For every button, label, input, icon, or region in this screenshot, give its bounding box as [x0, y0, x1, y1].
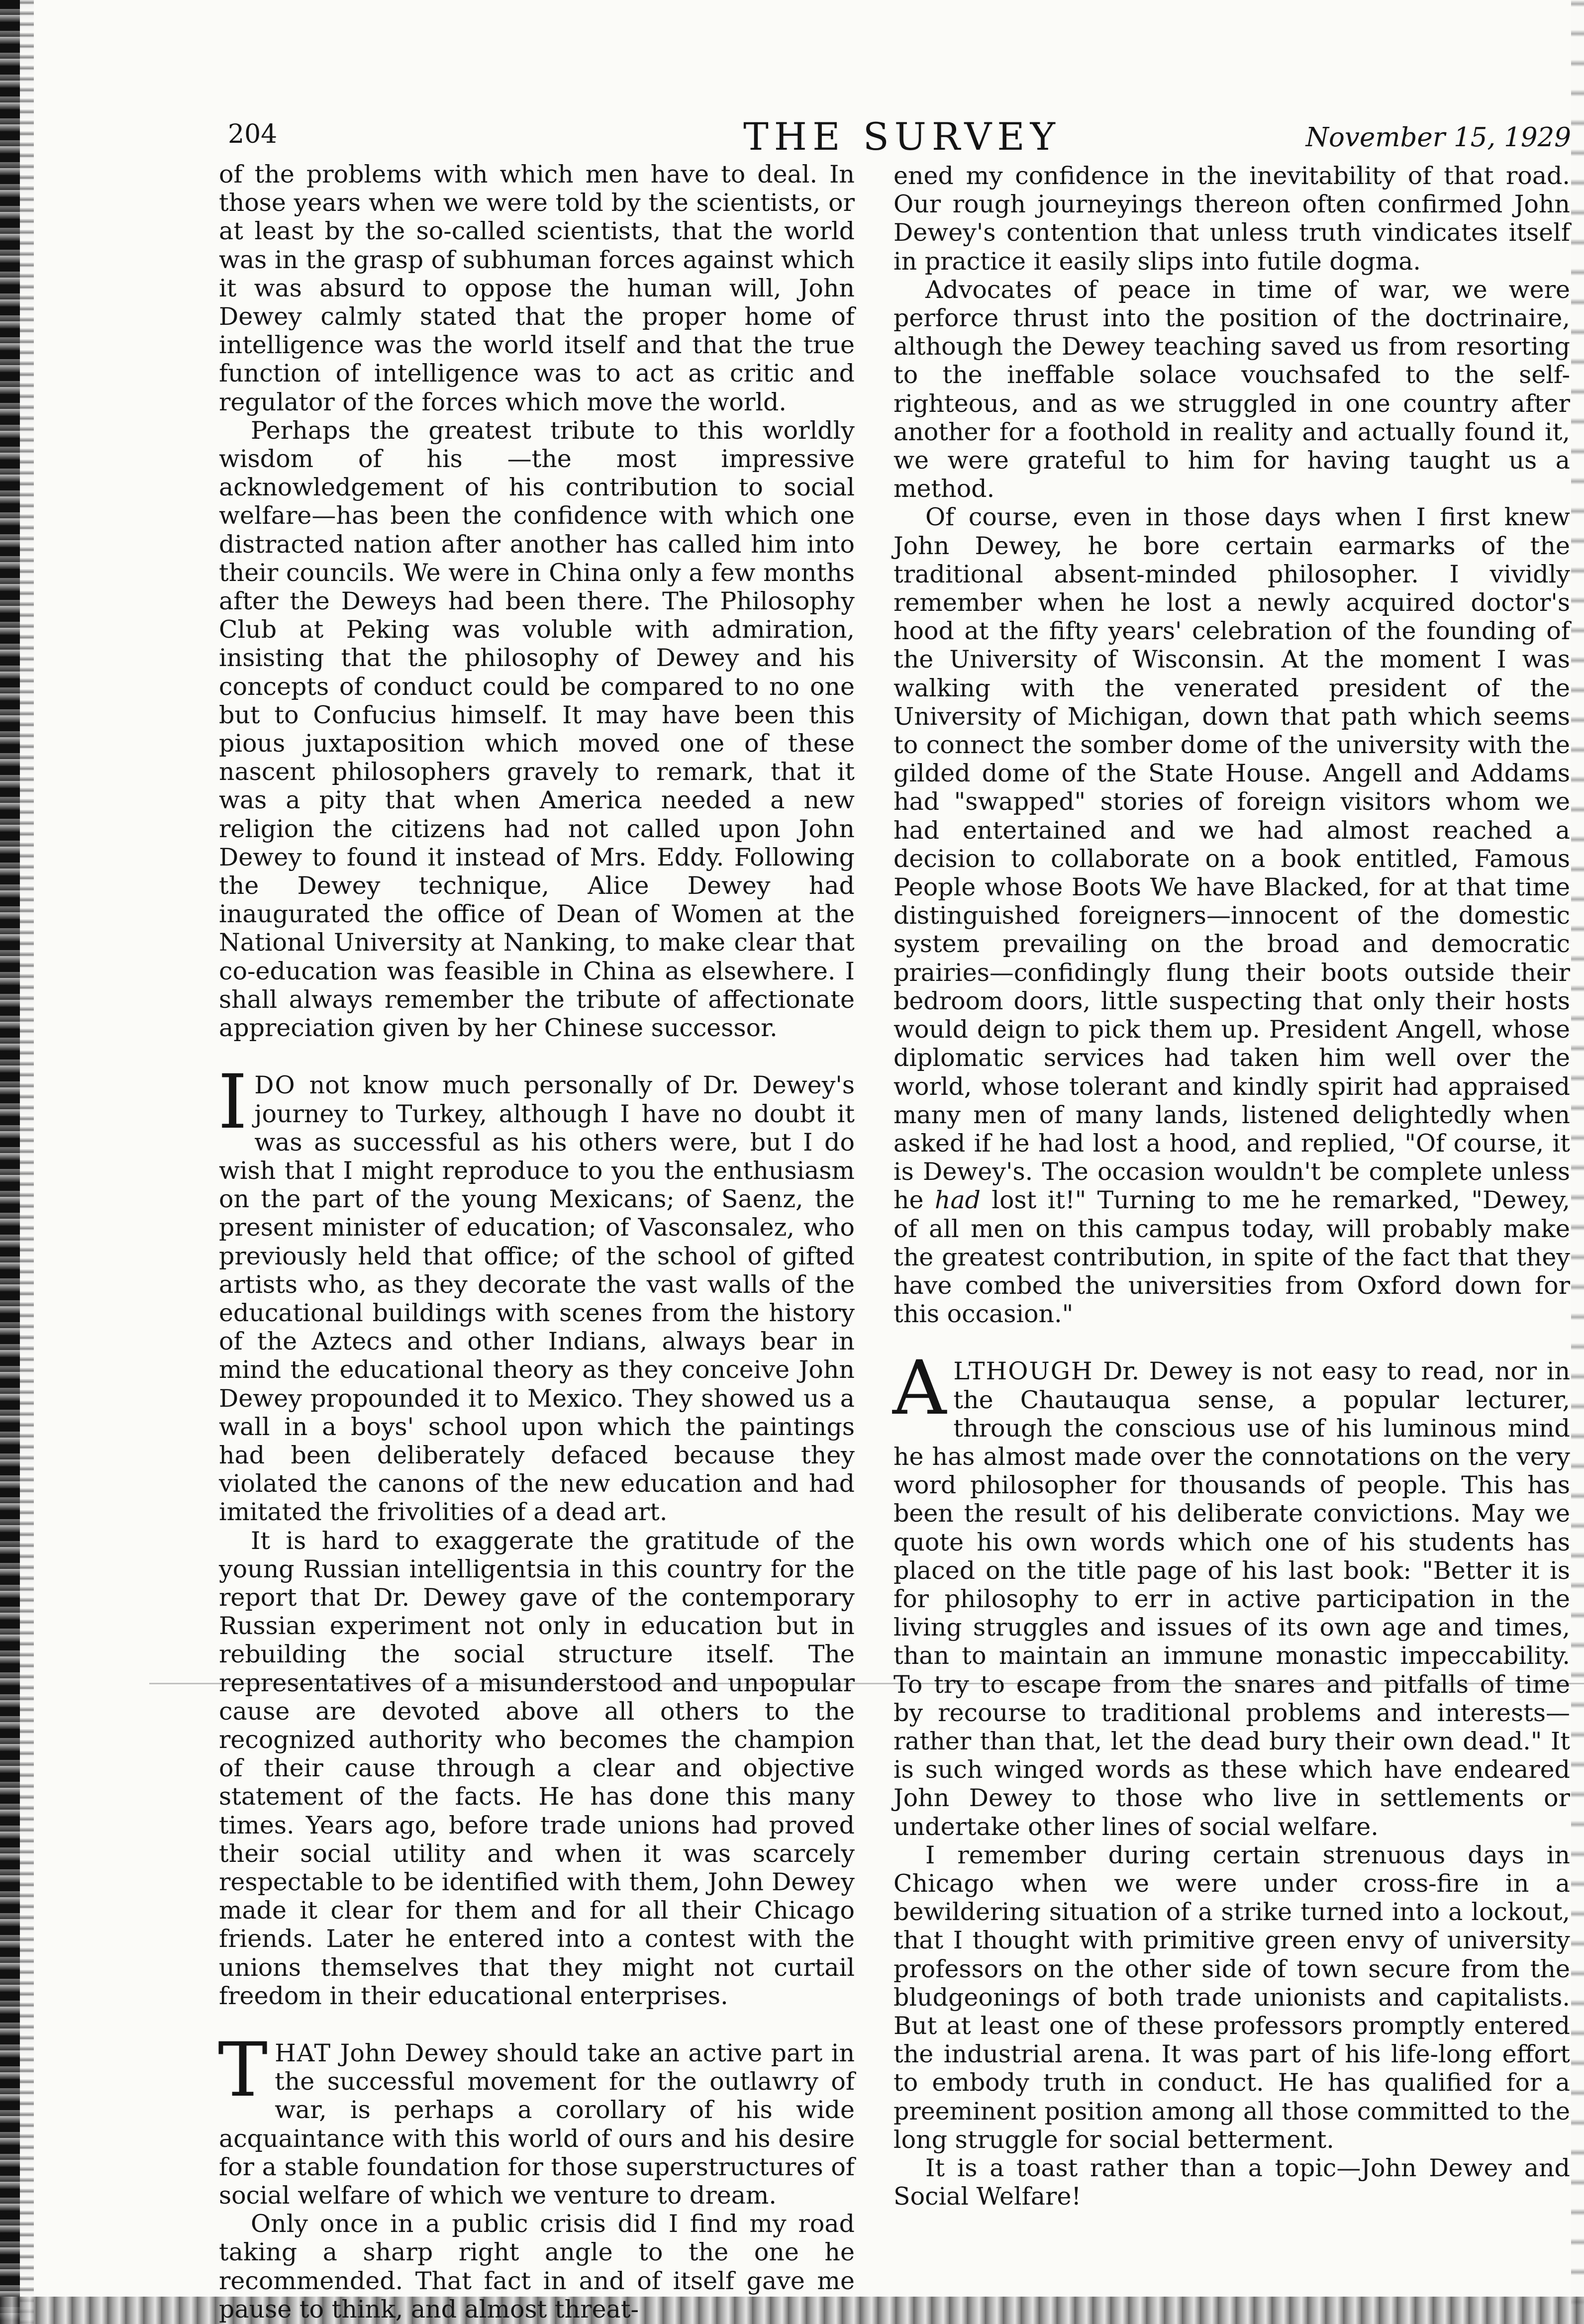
issue-date: November 15, 1929 — [1305, 122, 1571, 153]
scan-edge-shadow — [20, 0, 34, 2324]
lead-in-caps: LTHOUGH — [953, 1357, 1093, 1386]
left-column — [219, 160, 855, 2324]
journal-title: THE SURVEY — [743, 114, 1061, 159]
drop-cap: A — [892, 1345, 947, 1432]
paragraph — [893, 503, 1570, 1328]
paragraph: ened my confidence in the inevitability of that road. Our rough journeyings thereon often confirmed John Dewey's contention that unless truth vindicates itself in practice it easily slips into futile dogma. — [893, 162, 1570, 276]
lead-in-caps: DO — [254, 1071, 296, 1100]
page-number: 204 — [228, 119, 278, 149]
section-gap — [219, 1042, 855, 1071]
paragraph: of the problems with which men have to deal. In those years when we were told by the scientists, or at least by the so-called scientists, that the world was in the grasp of subhuman forces against which it was absurd to oppose the human will, John Dewey calmly stated that the proper home of intelligence was the world itself and that the true function of intelligence was to act as critic and regulator of the forces which move the world. — [219, 160, 855, 416]
paragraph: Advocates of peace in time of war, we were perforce thrust into the position of the doctrinaire, although the Dewey teaching saved us from resorting to the ineffable solace vouchsafed to the self-righteous, and as we struggled in one country after another for a foothold in reality and actually found it, we were grateful to him for having taught us a method. — [893, 275, 1570, 503]
paragraph: It is a toast rather than a topic—John Dewey and Social Welfare! — [893, 2154, 1570, 2211]
lead-in-caps: HAT — [275, 2039, 332, 2067]
scan-edge-right — [1571, 0, 1584, 2324]
paragraph: It is hard to exaggerate the gratitude of the young Russian intelligentsia in this country for the report that Dr. Dewey gave of the contemporary Russian experiment not only in education but in rebuilding the social structure itself. The representatives of a misunderstood and unpopular cause are devoted above all others to the recognized authority who becomes the champion of their cause through a clear and objective statement of the facts. He has done this many times. Years ago, before trade unions had proved their social utility and when it was scarcely respectable to be identified with them, John Dewey made it clear for them and for all their Chicago friends. Later he entered into a contest with the unions themselves that they might not curtail freedom in their educational enterprises. — [219, 1526, 855, 2010]
paragraph-text: lost it!" Turning to me he remarked, "Dewey, of all men on this campus today, will probably make the greatest contribution, in spite of the fact that they have combed the universities from Oxford down for this occasion." — [893, 1186, 1570, 1329]
section-gap — [893, 1328, 1570, 1357]
paragraph-text: not know much personally of Dr. Dewey's journey to Turkey, although I have no doubt it was as successful as his others were, but I do wish that I might reproduce to you the enthusiasm on the part of the young Mexicans; of Saenz, the present minister of education; of Vasconsalez, who previously held that office; of the school of gifted artists who, as they decorate the vast walls of the educational buildings with scenes from the history of the Aztecs and other Indians, always bear in mind the educational theory as they conceive John Dewey propounded it to Mexico. They showed us a wall in a boys' school upon which the paintings had been deliberately defaced because they violated the canons of the new education and had imitated the frivolities of a dead art. — [219, 1071, 855, 1527]
section-gap — [219, 2010, 855, 2039]
paragraph: I remember during certain strenuous days in Chicago when we were under cross-fire in a bewildering situation of a strike turned into a lockout, that I thought with primitive green envy of university professors on the other side of town secure from the bludgeonings of both trade unionists and capitalists. But at least one of these professors promptly entered the industrial arena. It was part of his life-long effort to embody truth in conduct. He has qualified for a preeminent position among all those committed to the long struggle for social betterment. — [893, 1840, 1570, 2154]
paragraph-text: Of course, even in those days when I first knew John Dewey, he bore certain earmarks of the traditional absent-minded philosopher. I vividly remember when he lost a newly acquired doctor's hood at the fifty years' celebration of the founding of the University of Wisconsin. At the moment I was walking with the venerated president of the University of Michigan, down that path which seems to connect the somber dome of the university with the gilded dome of the State House. Angell and Addams had "swapped" stories of foreign visitors whom we had entertained and we had almost reached a decision to collaborate on a book entitled, Famous People whose Boots We have Blacked, for at that time distinguished foreigners—innocent of the domestic system prevailing on the broad and democratic prairies—confidingly flung their boots outside their bedroom doors, little suspecting that only their hosts would deign to pick them up. President Angell, whose diplomatic services had taken him well over the world, whose tolerant and kindly spirit had appraised many men of many lands, listened delightedly when asked if he had lost a hood, and replied, "Of course, it is Dewey's. The occasion wouldn't be complete unless he — [893, 503, 1570, 1215]
running-header — [228, 115, 1576, 160]
paragraph-with-dropcap — [892, 1345, 1570, 1841]
right-column — [893, 162, 1570, 2211]
scan-edge-left — [0, 0, 20, 2324]
drop-cap: I — [218, 1059, 248, 1146]
drop-cap: T — [218, 2027, 268, 2114]
paragraph: Perhaps the greatest tribute to this worldly wisdom of his —the most impressive acknowledgement of his contribution to social welfare—has been the confidence with which one distracted nation after another has called him into their councils. We were in China only a few months after the Deweys had been there. The Philosophy Club at Peking was voluble with admiration, insisting that the philosophy of Dewey and his concepts of conduct could be compared to no one but to Confucius himself. It may have been this pious juxtaposition which moved one of these nascent philosophers gravely to remark, that it was a pity that when America needed a new religion the citizens had not called upon John Dewey to found it instead of Mrs. Eddy. Following the Dewey technique, Alice Dewey had inaugurated the office of Dean of Women at the National University at Nanking, to make clear that co-education was feasible in China as elsewhere. I shall always remember the tribute of affectionate appreciation given by her Chinese successor. — [219, 416, 855, 1043]
paragraph-text: John Dewey should take an active part in the successful movement for the outlawry of war, is perhaps a corollary of his wide acquaintance with this world of ours and his desire for a stable foundation for those superstructures of social welfare of which we venture to dream. — [219, 2039, 855, 2210]
paragraph-with-dropcap — [218, 1059, 855, 1527]
paragraph: Only once in a public crisis did I find my road taking a sharp right angle to the one he recommended. That fact in and of itself gave me pause to think, and almost threat- — [219, 2210, 855, 2324]
italic-word: had — [934, 1186, 981, 1215]
paragraph-text: Dr. Dewey is not easy to read, nor in the Chautauqua sense, a popular lecturer, through the conscious use of his luminous mind he has almost made over the connotations on the very word philosopher for thousands of people. This has been the result of his deliberate convictions. May we quote his own words which one of his students has placed on the title page of his last book: "Better it is for philosophy to err in active participation in the living struggles and issues of its own age and times, than to maintain an immune monastic impeccability. To try to escape from the snares and pitfalls of time by recourse to traditional problems and interests—rather than that, let the dead bury their own dead." It is such winged words as these which have endeared John Dewey to those who live in settlements or undertake other lines of social welfare. — [893, 1357, 1570, 1841]
paragraph-with-dropcap — [218, 2027, 855, 2210]
